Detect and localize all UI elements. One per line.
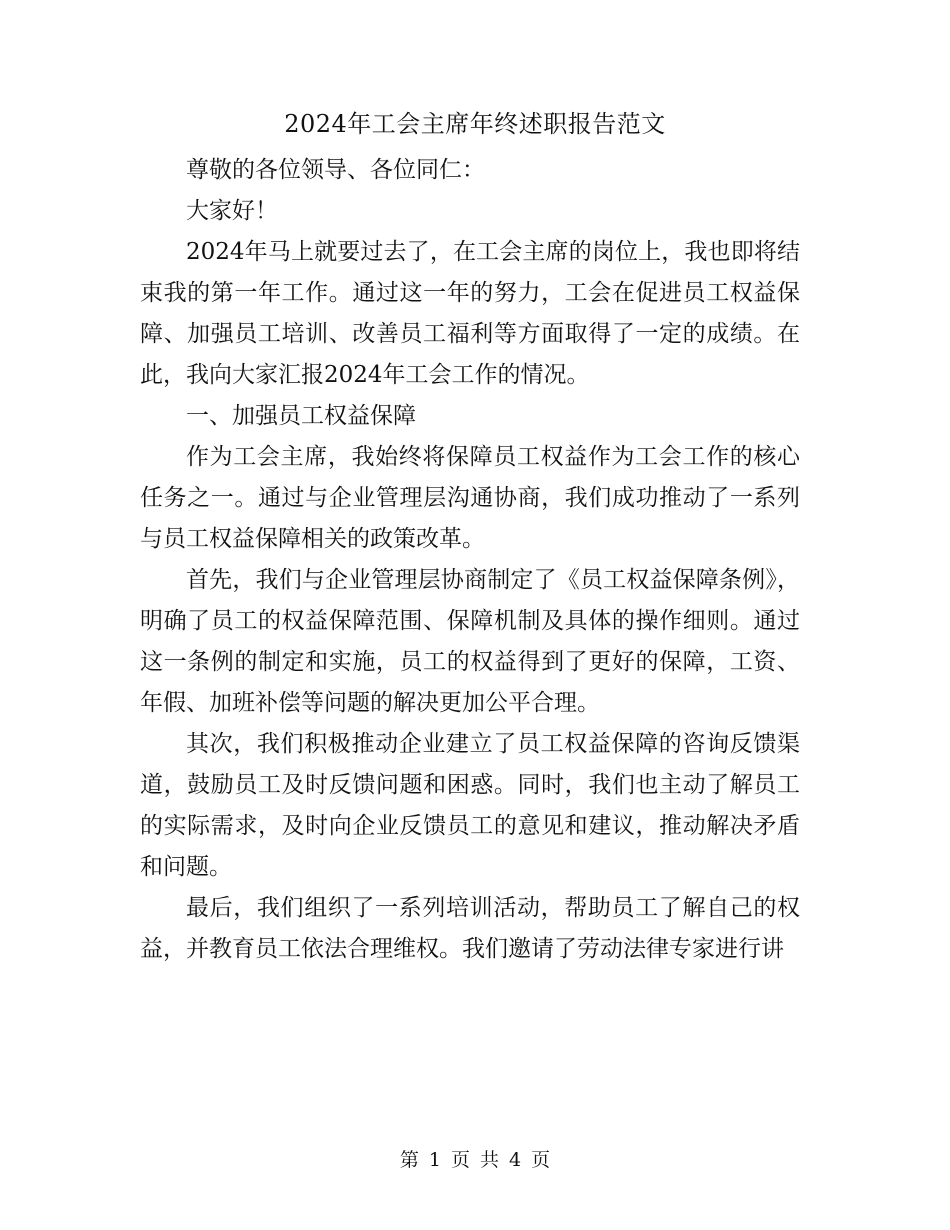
body-paragraph: 最后，我们组织了一系列培训活动，帮助员工了解自己的权益，并教育员工依法合理维权。我们邀请了劳动法律专家进行讲: [140, 895, 800, 962]
document-body: [140, 150, 800, 970]
body-paragraph: 作为工会主席，我始终将保障员工权益作为工会工作的核心任务之一。通过与企业管理层沟通协商，我们成功推动了一系列与员工权益保障相关的政策改革。: [140, 444, 800, 552]
page-number: 第 1 页 共 4 页: [399, 1149, 551, 1171]
body-paragraph: 首先，我们与企业管理层协商制定了《员工权益保障条例》，明确了员工的权益保障范围、保障机制及具体的操作细则。通过这一条例的制定和实施，员工的权益得到了更好的保障，工资、年假、加班补偿等问题的解决更加公平合理。: [140, 567, 800, 716]
salutation: 尊敬的各位领导、各位同仁：: [186, 157, 485, 183]
greeting: 大家好！: [186, 198, 278, 224]
body-paragraph: 其次，我们积极推动企业建立了员工权益保障的咨询反馈渠道，鼓励员工及时反馈问题和困惑。同时，我们也主动了解员工的实际需求，及时向企业反馈员工的意见和建议，推动解决矛盾和问题。: [140, 731, 800, 880]
section-heading-1: 一、加强员工权益保障: [186, 403, 416, 429]
document-title: 2024年工会主席年终述职报告范文: [284, 110, 666, 138]
intro-paragraph: 2024年马上就要过去了，在工会主席的岗位上，我也即将结束我的第一年工作。通过这一年的努力，工会在促进员工权益保障、加强员工培训、改善员工福利等方面取得了一定的成绩。在此，我向大家汇报2024年工会工作的情况。: [140, 239, 800, 388]
